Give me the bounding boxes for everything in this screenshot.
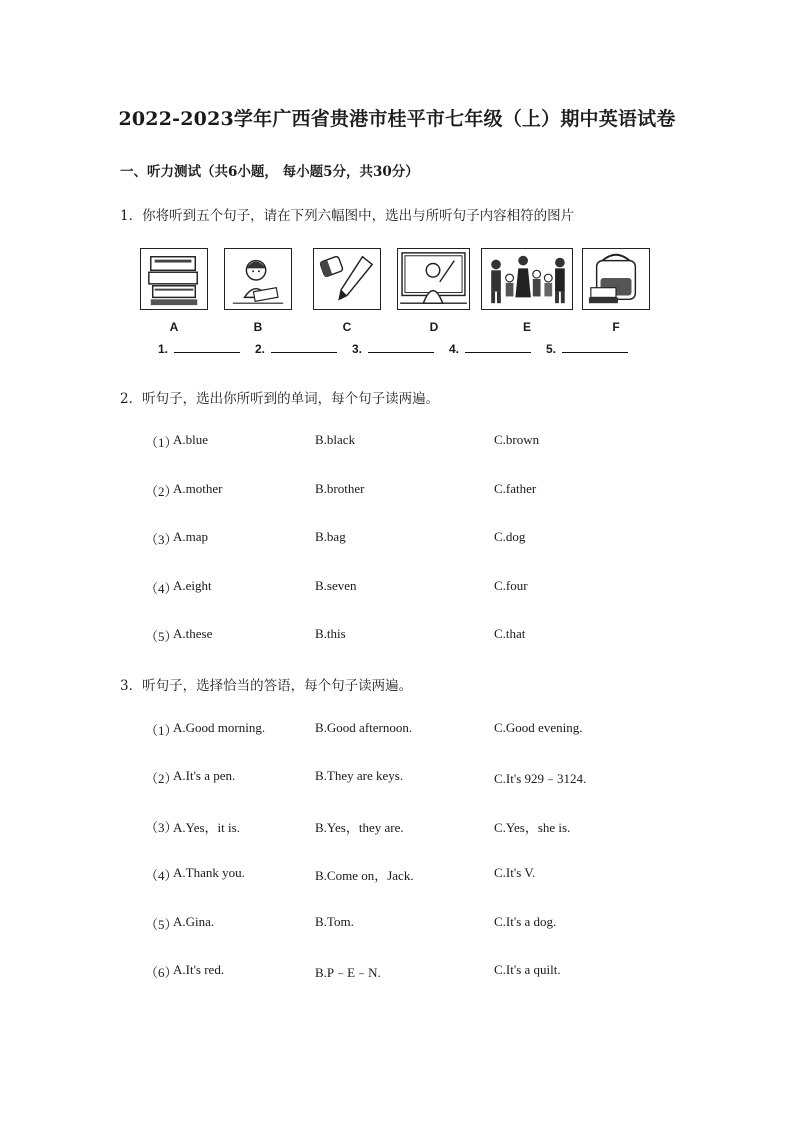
option-b[interactable]: B.this <box>315 626 346 641</box>
option-b[interactable]: B.bag <box>315 529 346 544</box>
option-a[interactable]: A.these <box>173 626 213 641</box>
option-a[interactable]: A.eight <box>173 578 212 593</box>
eraser-pencil-icon <box>313 248 381 310</box>
picture-label: C <box>342 320 352 334</box>
answer-blanks <box>158 340 658 360</box>
picture-label: D <box>429 320 439 334</box>
list-item: （1） A.Good morning. B.Good afternoon. C.Good evening. <box>145 720 583 738</box>
option-b[interactable]: B.Good afternoon. <box>315 720 413 735</box>
answer-blank-3[interactable]: 3. <box>352 340 434 356</box>
option-a[interactable]: A.blue <box>173 432 209 447</box>
list-item: （4） A.Thank you. B.Come on，Jack. C.It's V. <box>145 865 536 883</box>
option-c[interactable]: C.Yes，she is. <box>494 820 571 835</box>
option-b[interactable]: B.They are keys. <box>315 768 404 783</box>
books-icon <box>140 248 208 310</box>
list-item: （3） A.map B.bag C.dog <box>145 529 526 547</box>
schoolbag-icon <box>582 248 650 310</box>
girl-writing-icon <box>224 248 292 310</box>
option-a[interactable]: A.Yes，it is. <box>173 820 240 835</box>
option-b[interactable]: B.brother <box>315 481 365 496</box>
option-b[interactable]: B.Tom. <box>315 914 354 929</box>
picture-label: B <box>253 320 263 334</box>
section-heading-listening: 一、听力测试（共6小题， 每小题5分，共30分） <box>120 164 419 180</box>
option-c[interactable]: C.It's a quilt. <box>494 962 561 977</box>
answer-blank-4[interactable]: 4. <box>449 340 531 356</box>
option-b[interactable]: B.seven <box>315 578 357 593</box>
option-c[interactable]: C.It's a dog. <box>494 914 557 929</box>
teacher-blackboard-icon <box>397 248 470 310</box>
picture-label: F <box>612 320 620 334</box>
question-1-text: 1．你将听到五个句子，请在下列六幅图中，选出与所听句子内容相符的图片 <box>120 208 575 224</box>
picture-label: A <box>169 320 179 334</box>
list-item: （5） A.these B.this C.that <box>145 626 526 644</box>
option-a[interactable]: A.Good morning. <box>173 720 266 735</box>
list-item: （6） A.It's red. B.P﹣E﹣N. C.It's a quilt. <box>145 962 561 980</box>
option-c[interactable]: C.that <box>494 626 526 641</box>
list-item: （4） A.eight B.seven C.four <box>145 578 528 596</box>
list-item: （2） A.It's a pen. B.They are keys. C.It's 929﹣3124. <box>145 768 587 786</box>
option-c[interactable]: C.father <box>494 481 537 496</box>
answer-blank-1[interactable]: 1. <box>158 340 240 356</box>
picture-label: E <box>522 320 531 334</box>
option-c[interactable]: C.four <box>494 578 528 593</box>
option-a[interactable]: A.mother <box>173 481 223 496</box>
list-item: （5） A.Gina. B.Tom. C.It's a dog. <box>145 914 557 932</box>
option-c[interactable]: C.Good evening. <box>494 720 583 735</box>
picture-options <box>140 248 660 358</box>
answer-blank-2[interactable]: 2. <box>255 340 337 356</box>
option-a[interactable]: A.Thank you. <box>173 865 245 880</box>
option-c[interactable]: C.dog <box>494 529 526 544</box>
option-c[interactable]: C.It's V. <box>494 865 536 880</box>
list-item: （1） A.blue B.black C.brown <box>145 432 540 450</box>
option-b[interactable]: B.Yes，they are. <box>315 820 404 835</box>
option-c[interactable]: C.brown <box>494 432 540 447</box>
option-b[interactable]: B.Come on，Jack. <box>315 868 414 883</box>
list-item: （3） A.Yes，it is. B.Yes，they are. C.Yes，she is. <box>145 817 665 837</box>
answer-blank-5[interactable]: 5. <box>546 340 628 356</box>
list-item: （2） A.mother B.brother C.father <box>145 481 537 499</box>
question-3-text: 3．听句子，选择恰当的答语，每个句子读两遍。 <box>120 678 413 694</box>
page-title: 2022-2023学年广西省贵港市桂平市七年级（上）期中英语试卷 <box>118 108 676 130</box>
option-a[interactable]: A.map <box>173 529 209 544</box>
option-a[interactable]: A.Gina. <box>173 914 215 929</box>
option-c[interactable]: C.It's 929﹣3124. <box>494 771 587 786</box>
option-a[interactable]: A.It's red. <box>173 962 225 977</box>
option-a[interactable]: A.It's a pen. <box>173 768 236 783</box>
family-icon <box>481 248 573 310</box>
question-2-text: 2．听句子，选出你所听到的单词，每个句子读两遍。 <box>120 391 440 407</box>
option-b[interactable]: B.P﹣E﹣N. <box>315 965 381 980</box>
option-b[interactable]: B.black <box>315 432 356 447</box>
